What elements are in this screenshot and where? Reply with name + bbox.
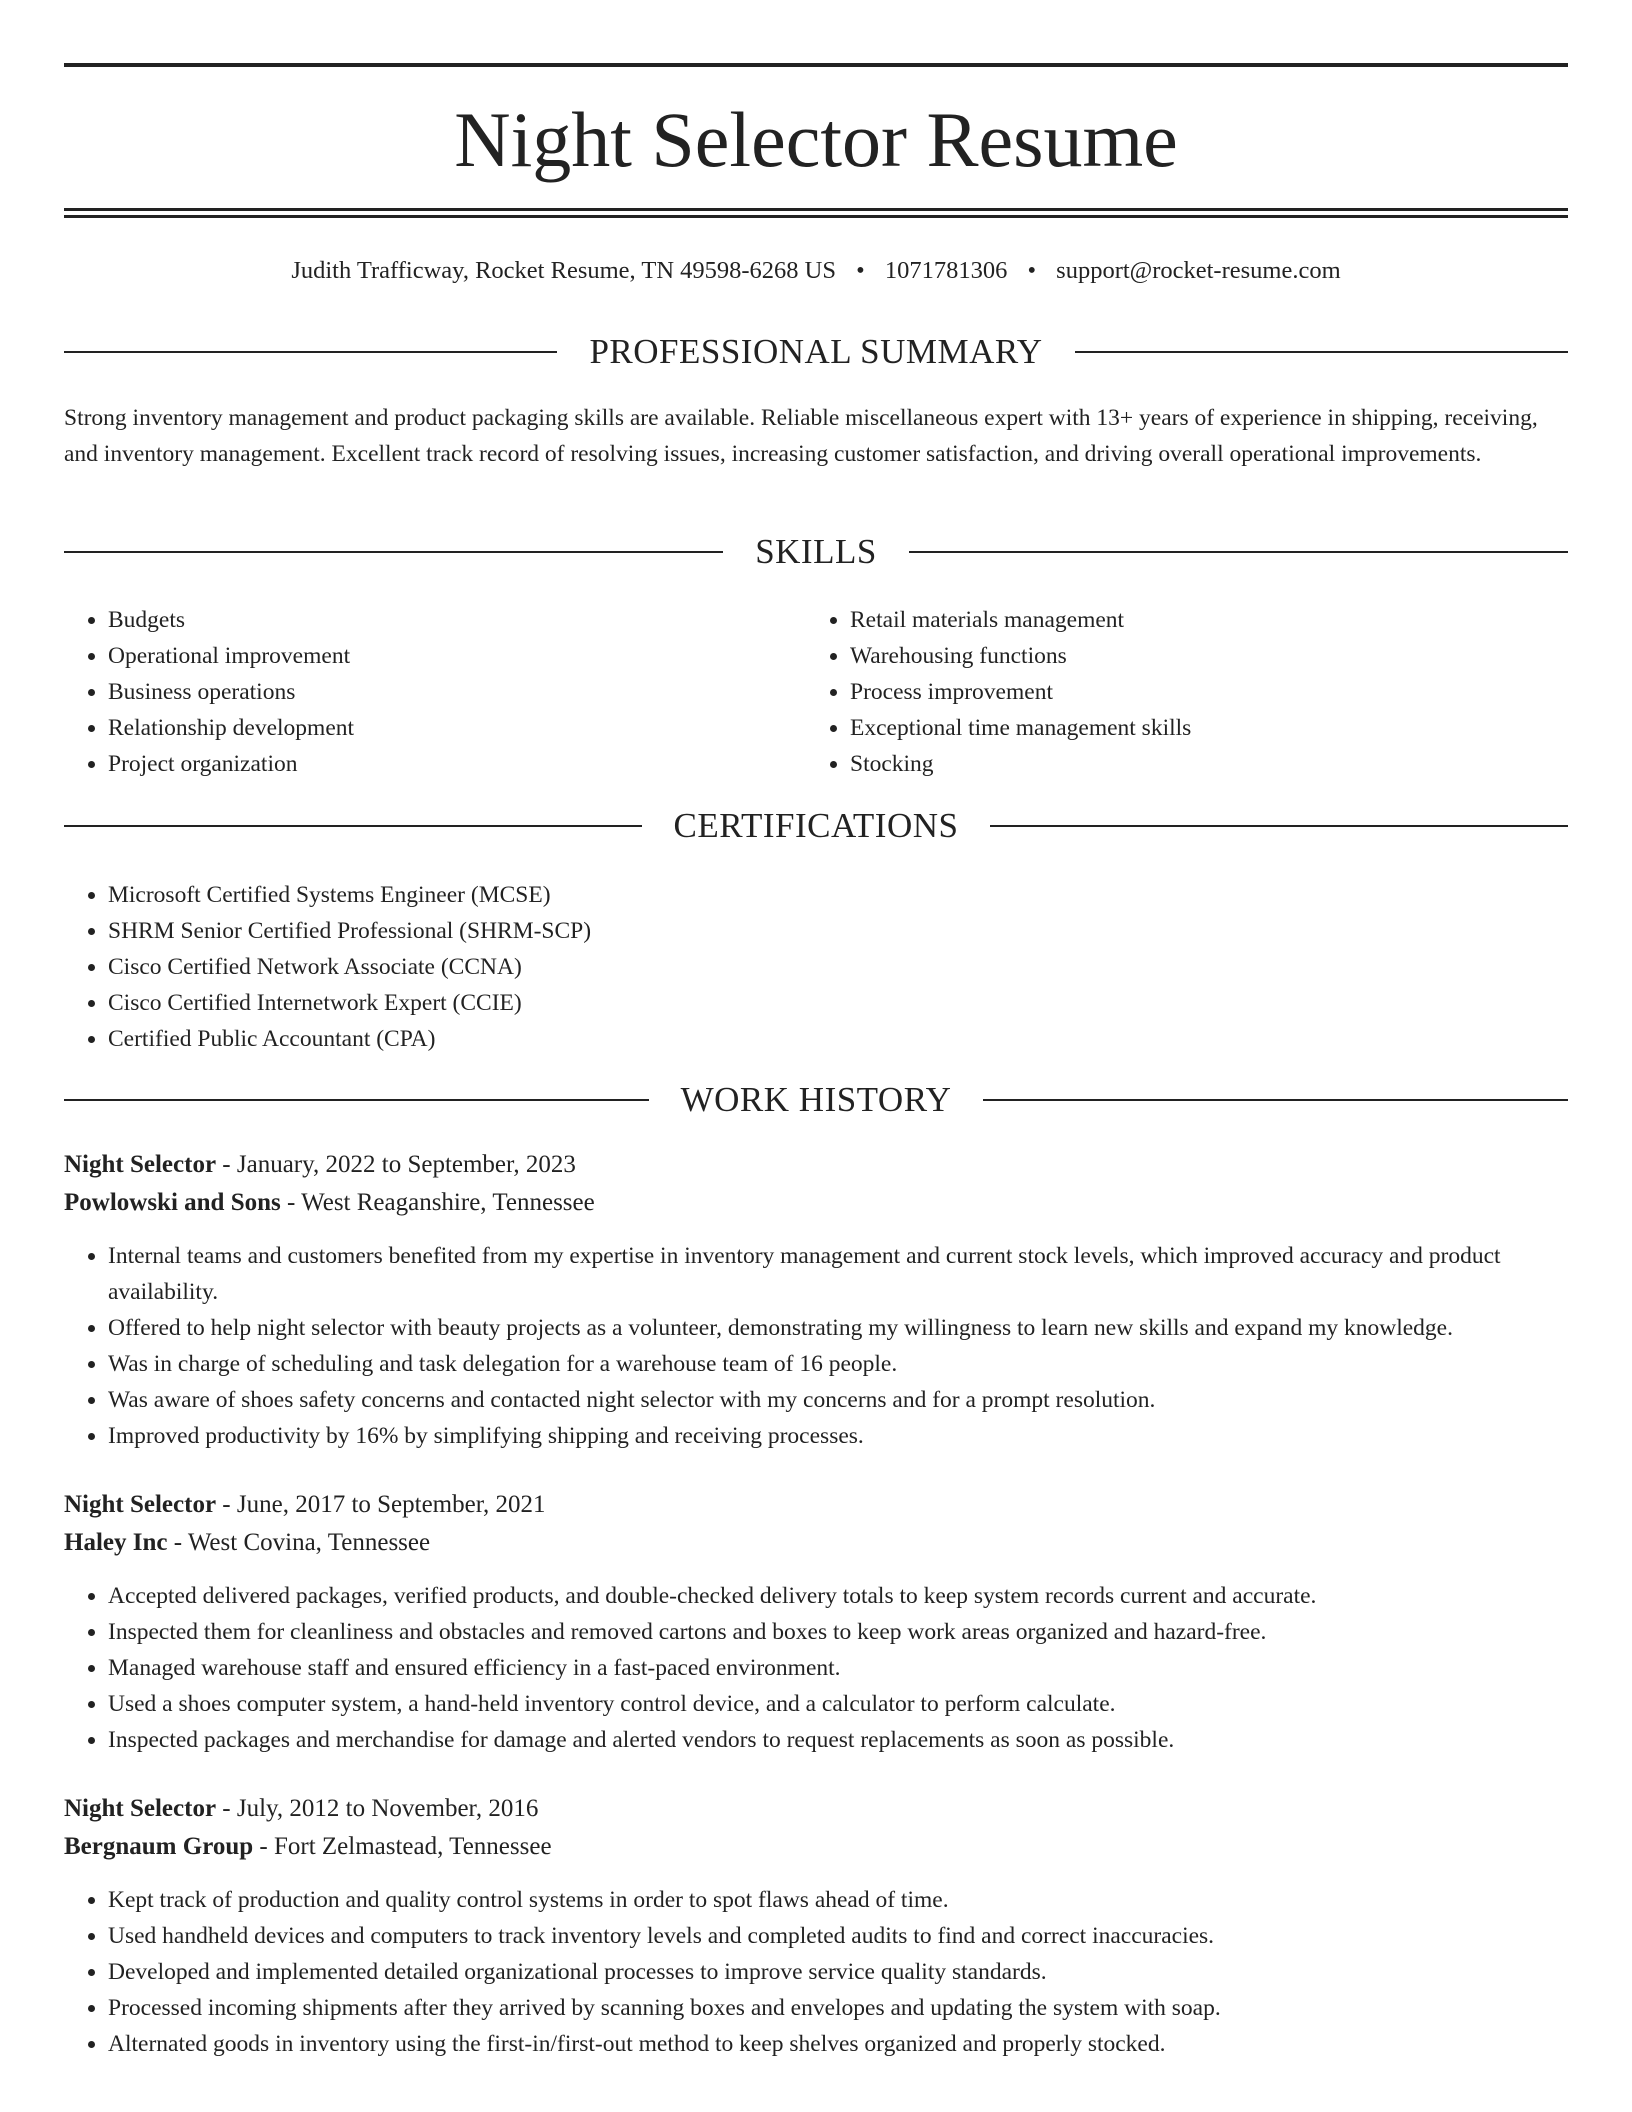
job-entry	[64, 1486, 1568, 1758]
skills-column-left	[64, 602, 764, 782]
certification-item: • Cisco Certified Internetwork Expert (CCIE)	[108, 985, 964, 1021]
top-rule	[64, 63, 1568, 67]
skill-item: • Budgets	[108, 602, 764, 638]
certifications-list	[64, 877, 964, 1057]
job-company-line	[64, 1828, 1568, 1866]
job-title-line	[64, 1790, 1568, 1828]
contact-separator: •	[1027, 257, 1037, 284]
section-title: CERTIFICATIONS	[673, 806, 959, 845]
job-bullet: • Offered to help night selector with beauty projects as a volunteer, demonstrating my willingness to learn new skills and expand my knowledge.	[108, 1310, 1568, 1346]
job-company: Powlowski and Sons	[64, 1189, 281, 1216]
job-bullet: • Was aware of shoes safety concerns and contacted night selector with my concerns and for a prompt resolution.	[108, 1382, 1568, 1418]
job-bullet: • Kept track of production and quality control systems in order to spot flaws ahead of time.	[108, 1882, 1568, 1918]
skills-list	[806, 602, 1566, 782]
certification-item: • SHRM Senior Certified Professional (SHRM-SCP)	[108, 913, 964, 949]
job-entry	[64, 1146, 1568, 1454]
job-company-line	[64, 1184, 1568, 1222]
skill-item: • Business operations	[108, 674, 764, 710]
skill-item: • Operational improvement	[108, 638, 764, 674]
job-bullet: • Accepted delivered packages, verified products, and double-checked delivery totals to keep system records current and accurate.	[108, 1578, 1568, 1614]
contact-line	[64, 254, 1568, 288]
job-title: Night Selector	[64, 1795, 217, 1822]
contact-email[interactable]: support@rocket-resume.com	[1056, 257, 1341, 284]
job-company-line	[64, 1524, 1568, 1562]
heading-rule	[64, 551, 723, 553]
skill-item: • Relationship development	[108, 710, 764, 746]
job-location: - West Covina, Tennessee	[167, 1529, 431, 1556]
heading-rule	[64, 1099, 649, 1101]
job-dates: - June, 2017 to September, 2021	[216, 1491, 546, 1518]
skill-item: • Exceptional time management skills	[850, 710, 1566, 746]
heading-rule	[64, 825, 642, 827]
skill-item: • Process improvement	[850, 674, 1566, 710]
certifications-block	[64, 877, 964, 1057]
certification-item: • Cisco Certified Network Associate (CCNA)	[108, 949, 964, 985]
job-dates: - January, 2022 to September, 2023	[216, 1151, 576, 1178]
heading-rule	[983, 1099, 1568, 1101]
contact-separator: •	[856, 257, 865, 284]
contact-address: Judith Trafficway, Rocket Resume, TN 49598-6268 US	[291, 257, 836, 284]
job-bullet: • Developed and implemented detailed organizational processes to improve service quality standards.	[108, 1954, 1568, 1990]
heading-rule	[1075, 351, 1568, 353]
summary-text: Strong inventory management and product packaging skills are available. Reliable miscellaneous expert with 13+ years of experience in shipping, receiving, and inventory management. Excellent track record of resolving issues, increasing customer satisfaction, and driving overall operational improvements.	[64, 405, 1538, 467]
job-dates: - July, 2012 to November, 2016	[216, 1795, 539, 1822]
section-title: WORK HISTORY	[680, 1080, 952, 1119]
job-bullet: • Processed incoming shipments after they arrived by scanning boxes and envelopes and updating the system with soap.	[108, 1990, 1568, 2026]
job-bullet: • Inspected them for cleanliness and obstacles and removed cartons and boxes to keep work areas organized and hazard-free.	[108, 1614, 1568, 1650]
job-company: Bergnaum Group	[64, 1833, 254, 1860]
section-title: SKILLS	[755, 532, 877, 571]
title-double-rule	[64, 208, 1568, 218]
job-location: - West Reaganshire, Tennessee	[280, 1189, 595, 1216]
job-bullet: • Alternated goods in inventory using the first-in/first-out method to keep shelves organized and properly stocked.	[108, 2026, 1568, 2062]
job-title-line	[64, 1146, 1568, 1184]
certification-item: • Certified Public Accountant (CPA)	[108, 1021, 964, 1057]
contact-phone[interactable]: 1071781306	[884, 257, 1008, 284]
resume-title: Night Selector Resume	[454, 96, 1178, 183]
heading-rule	[909, 551, 1568, 553]
skills-list	[64, 602, 764, 782]
job-bullet: • Inspected packages and merchandise for damage and alerted vendors to request replacements as soon as possible.	[108, 1722, 1568, 1758]
skill-item: • Warehousing functions	[850, 638, 1566, 674]
job-title: Night Selector	[64, 1151, 217, 1178]
job-bullets	[64, 1238, 1568, 1454]
certification-item: • Microsoft Certified Systems Engineer (MCSE)	[108, 877, 964, 913]
summary-section-heading	[64, 332, 1568, 372]
skill-item: • Retail materials management	[850, 602, 1566, 638]
job-bullet: • Internal teams and customers benefited from my expertise in inventory management and current stock levels, which improved accuracy and product availability.	[108, 1238, 1568, 1310]
job-company: Haley Inc	[64, 1529, 168, 1556]
certifications-section-heading	[64, 806, 1568, 846]
job-bullets	[64, 1578, 1568, 1758]
job-title-line	[64, 1486, 1568, 1524]
skill-item: • Stocking	[850, 746, 1566, 782]
skills-section-heading	[64, 532, 1568, 572]
skills-column-right	[806, 602, 1566, 782]
job-bullet: • Used a shoes computer system, a hand-held inventory control device, and a calculator to perform calculate.	[108, 1686, 1568, 1722]
work-history-section-heading	[64, 1080, 1568, 1120]
job-bullet: • Was in charge of scheduling and task delegation for a warehouse team of 16 people.	[108, 1346, 1568, 1382]
section-title: PROFESSIONAL SUMMARY	[589, 332, 1043, 371]
job-location: - Fort Zelmastead, Tennessee	[253, 1833, 552, 1860]
heading-rule	[990, 825, 1568, 827]
heading-rule	[64, 351, 557, 353]
job-title: Night Selector	[64, 1491, 217, 1518]
skill-item: • Project organization	[108, 746, 764, 782]
job-bullets	[64, 1882, 1568, 2062]
job-entry	[64, 1790, 1568, 2062]
job-bullet: • Managed warehouse staff and ensured efficiency in a fast-paced environment.	[108, 1650, 1568, 1686]
job-bullet: • Used handheld devices and computers to track inventory levels and completed audits to find and correct inaccuracies.	[108, 1918, 1568, 1954]
job-bullet: • Improved productivity by 16% by simplifying shipping and receiving processes.	[108, 1418, 1568, 1454]
